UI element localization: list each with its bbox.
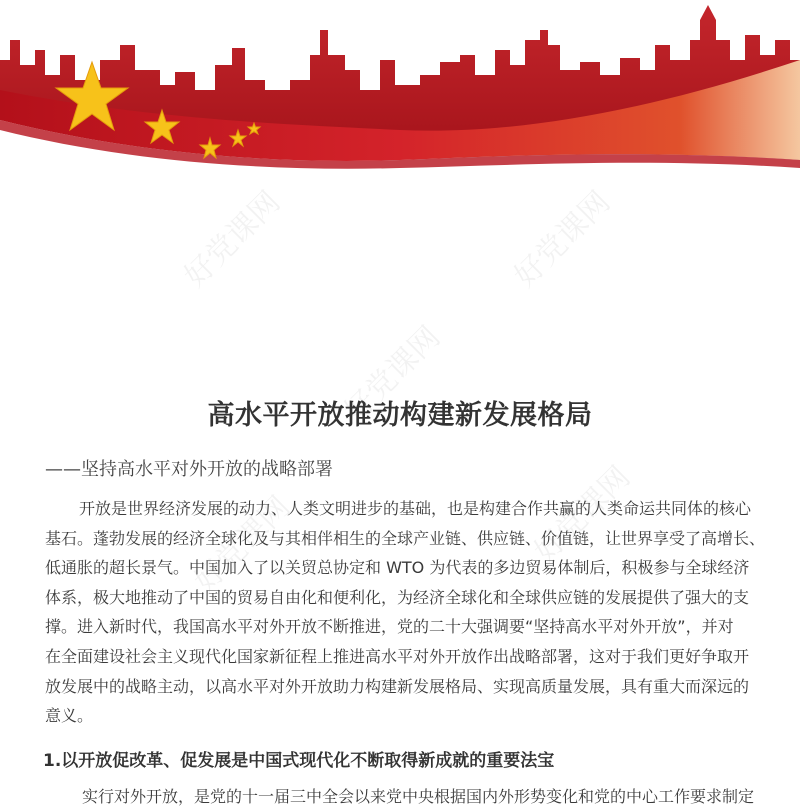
- paragraph-line: 意义。: [45, 706, 94, 726]
- section-heading-1: 1.以开放促改革、促发展是中国式现代化不断取得新成就的重要法宝: [43, 751, 555, 771]
- article-title: 高水平开放推动构建新发展格局: [207, 400, 593, 431]
- paragraph-line: 放发展中的战略主动，以高水平对外开放助力构建新发展格局、实现高质量发展，具有重大而深远的: [45, 676, 750, 696]
- article-subtitle: ——坚持高水平对外开放的战略部署: [45, 459, 333, 480]
- paragraph-section-1: 实行对外开放，是党的十一届三中全会以来党中央根据国内外形势变化和党的中心工作要求制定: [82, 787, 755, 806]
- watermark: 好党课网: [527, 459, 638, 570]
- paragraph-line: 撑。进入新时代，我国高水平对外开放不断推进，党的二十大强调要“坚持高水平对外开放”，并对: [45, 617, 734, 637]
- paragraph-line: 开放是世界经济发展的动力、人类文明进步的基础，也是构建合作共赢的人类命运共同体的核心: [79, 499, 752, 518]
- paragraph-line: 基石。蓬勃发展的经济全球化及与其相伴相生的全球产业链、供应链、价值链，让世界享受了高增长、: [45, 528, 766, 548]
- watermark: 好党课网: [507, 184, 618, 295]
- paragraph-line: 在全面建设社会主义现代化国家新征程上推进高水平对外开放作出战略部署，这对于我们更好争取开: [45, 646, 750, 666]
- watermark: 好党课网: [187, 489, 298, 600]
- watermark: 好党课网: [177, 184, 288, 295]
- watermark: 好党课网: [337, 319, 448, 430]
- paragraph-intro: [45, 494, 785, 731]
- paragraph-line: 体系，极大地推动了中国的贸易自由化和便利化，为经济全球化和全球供应链的发展提供了强大的支: [45, 587, 750, 607]
- header-banner: [0, 0, 800, 185]
- paragraph-line: 低通胀的超长景气。中国加入了以关贸总协定和 WTO 为代表的多边贸易体制后，积极参与全球经济: [45, 558, 750, 578]
